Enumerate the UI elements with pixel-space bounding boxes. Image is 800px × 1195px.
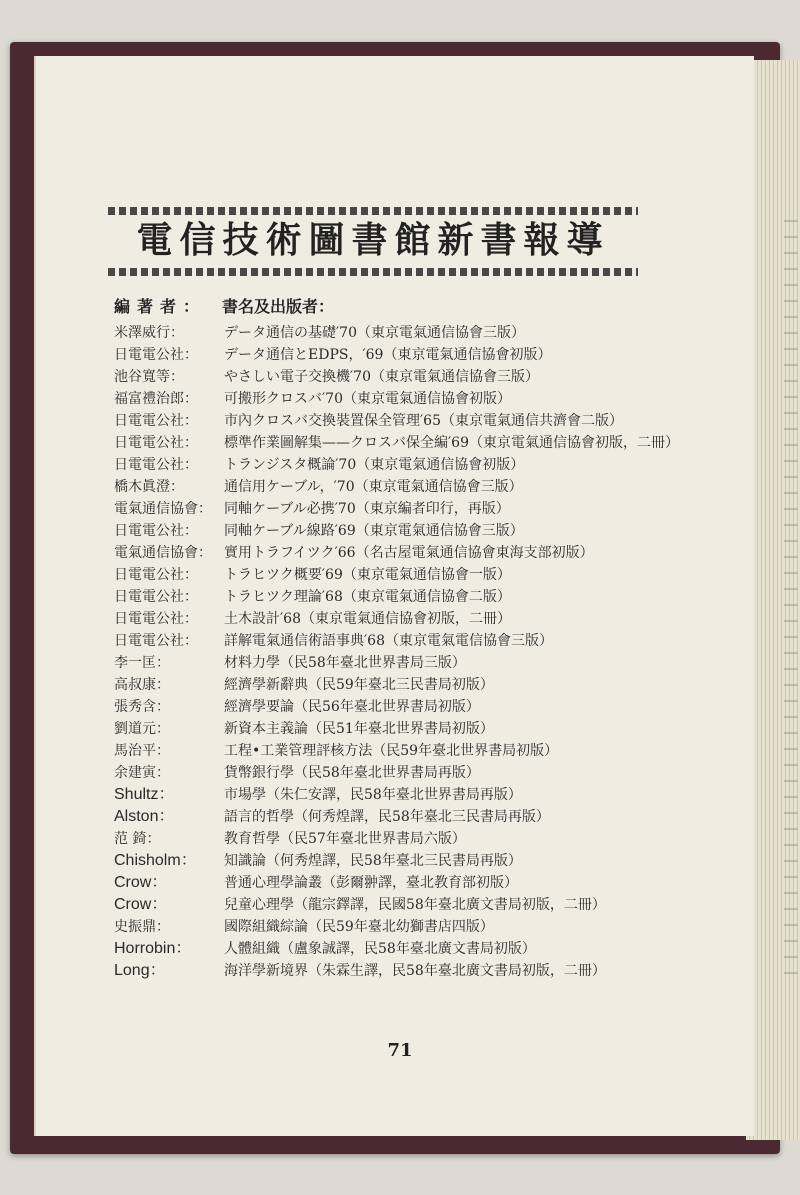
list-item <box>114 828 694 850</box>
entry-author: Shultz： <box>114 786 175 803</box>
list-item <box>114 674 694 696</box>
entry-book: 同軸ケーブル線路′69（東京電氣通信協會三版） <box>224 523 524 539</box>
list-item <box>114 784 694 806</box>
list-item <box>114 630 694 652</box>
entry-book: 語言的哲學（何秀煌譯，民58年臺北三民書局再版） <box>224 809 550 825</box>
title-publisher-header: 書名及出版者： <box>222 297 335 316</box>
list-item <box>114 652 694 674</box>
entry-author: 高叔康： <box>114 677 170 693</box>
entry-author: 史振鼎： <box>114 919 170 935</box>
list-item <box>114 388 694 410</box>
list-item <box>114 432 694 454</box>
entry-book: 兒童心理學（龍宗鐸譯，民國58年臺北廣文書局初版，二冊） <box>224 897 606 913</box>
list-item <box>114 454 694 476</box>
book-list <box>114 322 694 982</box>
page-number: 71 <box>387 1040 413 1061</box>
entry-book: 海洋學新境界（朱霖生譯，民58年臺北廣文書局初版，二冊） <box>224 963 606 979</box>
entry-book: 教育哲學（民57年臺北世界書局六版） <box>224 831 466 847</box>
entry-author: Crow： <box>114 896 168 913</box>
entry-author: 日電電公社： <box>114 347 198 363</box>
entry-book: 貨幣銀行學（民58年臺北世界書局再版） <box>224 765 480 781</box>
entry-author: 余建寅： <box>114 765 170 781</box>
entry-author: Alston： <box>114 808 175 825</box>
list-item <box>114 740 694 762</box>
header-rule-bottom <box>108 268 638 276</box>
entry-book: 通信用ケーブル，′70（東京電氣通信協會三版） <box>224 479 523 495</box>
list-item <box>114 850 694 872</box>
entry-book: 材料力學（民58年臺北世界書局三版） <box>224 655 466 671</box>
list-item <box>114 608 694 630</box>
entry-author: 日電電公社： <box>114 611 198 627</box>
entry-book: 可搬形クロスバ′70（東京電氣通信協會初版） <box>224 391 511 407</box>
entry-author: 電氣通信協會： <box>114 501 212 517</box>
entry-author: 日電電公社： <box>114 457 198 473</box>
list-item <box>114 960 694 982</box>
list-item <box>114 762 694 784</box>
list-item <box>114 894 694 916</box>
entry-author: 電氣通信協會： <box>114 545 212 561</box>
entry-book: 新資本主義論（民51年臺北世界書局初版） <box>224 721 494 737</box>
entry-author: 日電電公社： <box>114 589 198 605</box>
entry-author: 日電電公社： <box>114 413 198 429</box>
entry-book: トランジスタ概論′70（東京電氣通信協會初版） <box>224 457 525 473</box>
list-item <box>114 696 694 718</box>
entry-book: 經濟學要論（民56年臺北世界書局初版） <box>224 699 480 715</box>
entry-author: 米澤威行： <box>114 325 184 341</box>
entry-book: 人體組織（盧象誠譯，民58年臺北廣文書局初版） <box>224 941 536 957</box>
entry-author: 馬治平： <box>114 743 170 759</box>
entry-book: データ通信の基礎′70（東京電氣通信協會三版） <box>224 325 525 341</box>
entry-author: 日電電公社： <box>114 567 198 583</box>
list-item <box>114 718 694 740</box>
entry-author: 范 錡： <box>114 831 161 847</box>
list-item <box>114 366 694 388</box>
list-item <box>114 872 694 894</box>
list-item <box>114 410 694 432</box>
list-item <box>114 564 694 586</box>
entry-book: トラヒツク理論′68（東京電氣通信協會二版） <box>224 589 511 605</box>
entry-book: 知識論（何秀煌譯，民58年臺北三民書局再版） <box>224 853 522 869</box>
entry-book: トラヒツク概要′69（東京電氣通信協會一版） <box>224 567 511 583</box>
entry-book: 普通心理學論叢（彭爾翀譯，臺北教育部初版） <box>224 875 518 891</box>
page-edges <box>746 60 800 1140</box>
entry-book: 實用トラフイツク′66（名古屋電氣通信協會東海支部初版） <box>224 545 594 561</box>
entry-author: 劉道元： <box>114 721 170 737</box>
list-item <box>114 322 694 344</box>
list-item <box>114 938 694 960</box>
entry-book: 同軸ケーブル必携′70（東京編者印行，再版） <box>224 501 510 517</box>
entry-author: 張秀含： <box>114 699 170 715</box>
entry-book: 市場學（朱仁安譯，民58年臺北世界書局再版） <box>224 787 522 803</box>
list-item <box>114 476 694 498</box>
list-item <box>114 806 694 828</box>
entry-book: 標準作業圖解集——クロスバ保全編′69（東京電氣通信協會初版，二冊） <box>224 435 679 451</box>
list-item <box>114 916 694 938</box>
list-item <box>114 344 694 366</box>
entry-author: Crow： <box>114 874 168 891</box>
entry-author: Chisholm： <box>114 852 197 869</box>
entry-author: 池谷寬等： <box>114 369 184 385</box>
page-title: 電信技術圖書館新書報導 <box>136 219 610 261</box>
entry-book: やさしい電子交換機′70（東京電氣通信協會三版） <box>224 369 539 385</box>
facing-page-bleed <box>784 220 798 980</box>
entry-book: 土木設計′68（東京電氣通信協會初版，二冊） <box>224 611 511 627</box>
entry-author: Horrobin： <box>114 940 192 957</box>
entry-author: 日電電公社： <box>114 435 198 451</box>
list-item <box>114 520 694 542</box>
entry-author: 福富禮治郎： <box>114 391 198 407</box>
list-item <box>114 498 694 520</box>
entry-author: 李一匡： <box>114 655 170 671</box>
list-item <box>114 586 694 608</box>
column-header <box>114 294 334 316</box>
entry-author: 橋木眞澄： <box>114 479 184 495</box>
entry-author: 日電電公社： <box>114 633 198 649</box>
entry-book: 市內クロスバ交換裝置保全管理′65（東京電氣通信共濟會二版） <box>224 413 623 429</box>
entry-book: データ通信とEDPS，′69（東京電氣通信協會初版） <box>224 347 552 363</box>
entry-author: 日電電公社： <box>114 523 198 539</box>
editor-header: 編著者： <box>114 297 207 316</box>
entry-book: 國際組織綜論（民59年臺北幼獅書店四版） <box>224 919 494 935</box>
entry-author: Long： <box>114 962 166 979</box>
entry-book: 詳解電氣通信術語事典′68（東京電氣電信協會三版） <box>224 633 553 649</box>
list-item <box>114 542 694 564</box>
entry-book: 經濟學新辭典（民59年臺北三民書局初版） <box>224 677 494 693</box>
entry-book: 工程•工業管理評核方法（民59年臺北世界書局初版） <box>224 743 559 759</box>
header-rule-top <box>108 207 638 215</box>
